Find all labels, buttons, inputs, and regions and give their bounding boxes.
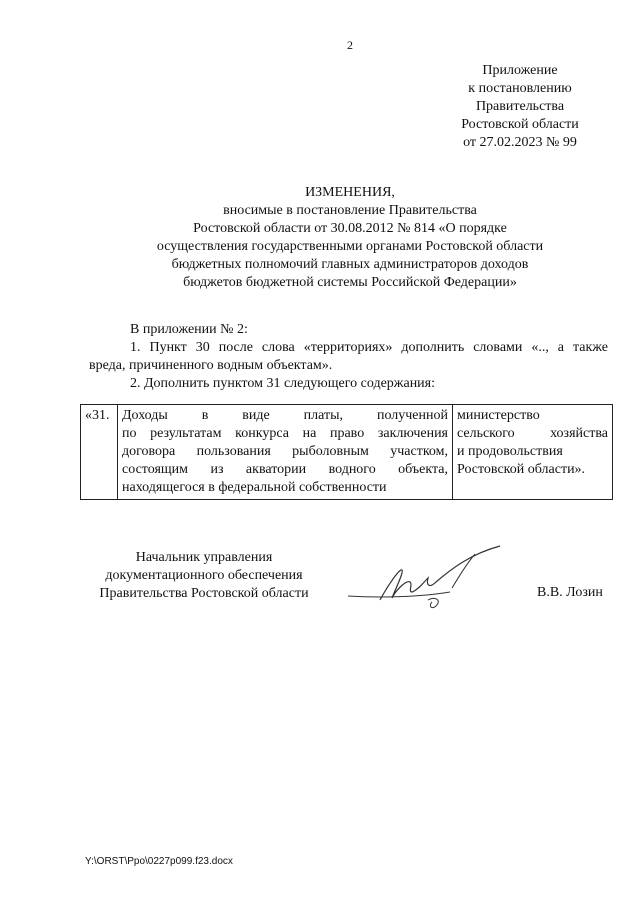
intro-paragraph: В приложении № 2:	[130, 322, 248, 337]
administrator-line: сельского хозяйства	[457, 426, 608, 441]
heading-title: ИЗМЕНЕНИЯ,	[305, 185, 395, 200]
signatory-name: В.В. Лозин	[537, 585, 603, 600]
handwritten-signature	[340, 540, 510, 620]
position-line: документационного обеспечения	[105, 568, 303, 583]
page-number: 2	[347, 38, 353, 52]
position-line: Начальник управления	[135, 550, 273, 565]
signature-stroke	[348, 592, 450, 597]
table-row	[81, 405, 613, 500]
signature-stroke	[428, 598, 438, 607]
administrator-line: Ростовской области».	[457, 462, 586, 477]
signatory-position	[84, 549, 324, 603]
heading-line: вносимые в постановление Правительства	[223, 203, 477, 218]
appendix-line: Ростовской области	[461, 117, 579, 132]
appendix-header	[440, 62, 600, 152]
appendix-date-number: от 27.02.2023 № 99	[463, 135, 577, 150]
heading-line: бюджетов бюджетной системы Российской Федерации»	[183, 275, 517, 290]
description-line: Доходы в виде платы, полученной	[122, 408, 448, 423]
heading-line: осуществления государственными органами Ростовской области	[156, 239, 544, 254]
administrator-line: министерство	[457, 408, 540, 423]
item-1-line-1: 1. Пункт 30 после слова «территориях» дополнить словами «.., а также	[130, 340, 608, 355]
description-line: состоящим из акватории водного объекта,	[122, 462, 448, 477]
amendment-table	[80, 404, 613, 500]
appendix-line: к постановлению	[468, 81, 572, 96]
position-line: Правительства Ростовской области	[99, 586, 309, 601]
description-line: договора пользования рыболовным участком,	[122, 444, 448, 459]
description-line: находящегося в федеральной собственности	[122, 480, 387, 495]
item-2-paragraph: 2. Дополнить пунктом 31 следующего содержания:	[130, 376, 436, 391]
appendix-line: Приложение	[482, 63, 558, 78]
heading-line: бюджетных полномочий главных администраторов доходов	[171, 257, 529, 272]
heading-line: Ростовской области от 30.08.2012 № 814 «О порядке	[193, 221, 507, 236]
administrator-cell	[453, 405, 613, 500]
appendix-line: Правительства	[475, 99, 565, 114]
document-heading	[100, 184, 600, 292]
item-1-line-2: вреда, причиненного водным объектам».	[89, 358, 333, 373]
description-cell	[118, 405, 453, 500]
administrator-line: и продовольствия	[457, 444, 563, 459]
description-line: по результатам конкурса на право заключения	[122, 426, 448, 441]
row-number-cell: «31.	[81, 405, 118, 500]
file-path-footer: Y:\ORST\Ppo\0227p099.f23.docx	[85, 856, 233, 867]
signature-stroke	[380, 546, 500, 600]
signature-stroke	[452, 554, 475, 588]
